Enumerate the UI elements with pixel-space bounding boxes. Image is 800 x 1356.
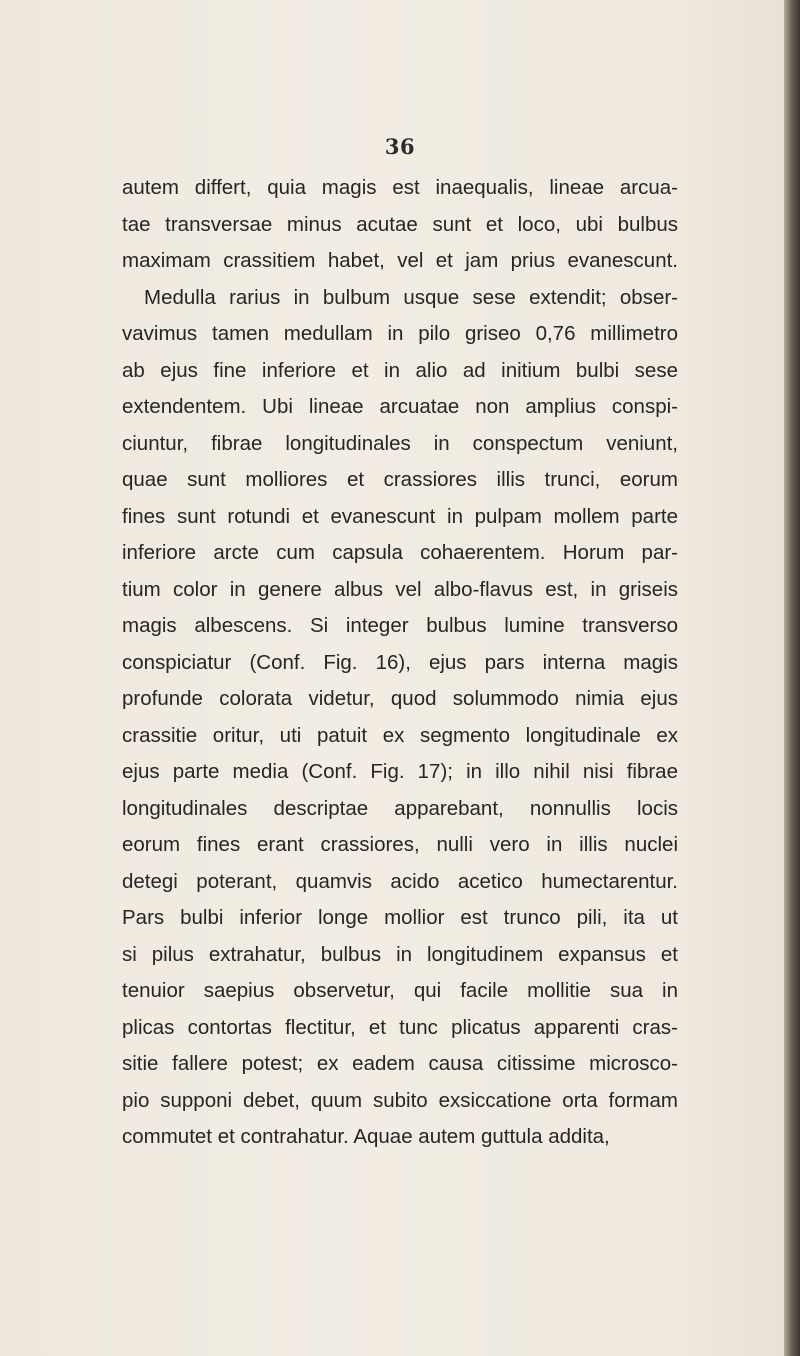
page-number: 36 bbox=[384, 134, 416, 159]
text-line: commutet et contrahatur. Aquae autem guttula addita, bbox=[122, 1125, 610, 1148]
text-line: Medulla rarius in bulbum usque sese extendit; obser- bbox=[144, 285, 678, 309]
text-line: maximam crassitiem habet, vel et jam prius evanescunt. bbox=[122, 249, 678, 272]
text-line: ab ejus fine inferiore et in alio ad initium bulbi sese bbox=[122, 358, 678, 382]
text-line: si pilus extrahatur, bulbus in longitudinem expansus et bbox=[122, 942, 678, 966]
text-line: quae sunt molliores et crassiores illis trunci, eorum bbox=[122, 468, 678, 491]
text-line: Pars bulbi inferior longe mollior est trunco pili, ita ut bbox=[122, 906, 678, 929]
text-line: crassitie oritur, uti patuit ex segmento longitudinale ex bbox=[122, 723, 678, 747]
text-line: tenuior saepius observetur, qui facile mollitie sua in bbox=[122, 979, 678, 1002]
text-line: conspiciatur (Conf. Fig. 16), ejus pars interna magis bbox=[122, 650, 678, 674]
text-line: inferiore arcte cum capsula cohaerentem. Horum par- bbox=[122, 541, 678, 564]
text-line: profunde colorata videtur, quod solummodo nimia ejus bbox=[122, 687, 678, 710]
body-text bbox=[122, 170, 678, 1156]
text-line: ejus parte media (Conf. Fig. 17); in illo nihil nisi fibrae bbox=[122, 760, 678, 783]
text-line: eorum fines erant crassiores, nulli vero in illis nuclei bbox=[122, 833, 678, 856]
text-line: magis albescens. Si integer bulbus lumine transverso bbox=[122, 614, 678, 637]
text-line: detegi poterant, quamvis acido acetico humectarentur. bbox=[122, 869, 678, 893]
text-line: plicas contortas flectitur, et tunc plicatus apparenti cras- bbox=[122, 1015, 678, 1039]
page-binding-edge bbox=[784, 0, 800, 1356]
text-line: vavimus tamen medullam in pilo griseo 0,76 millimetro bbox=[122, 322, 678, 345]
text-line: tium color in genere albus vel albo-flavus est, in griseis bbox=[122, 577, 678, 601]
text-line: longitudinales descriptae apparebant, nonnullis locis bbox=[122, 796, 678, 820]
text-line: extendentem. Ubi lineae arcuatae non amplius conspi- bbox=[122, 395, 678, 418]
text-line: tae transversae minus acutae sunt et loco, ubi bulbus bbox=[122, 212, 678, 236]
text-line: ciuntur, fibrae longitudinales in conspectum veniunt, bbox=[122, 431, 678, 455]
text-line: fines sunt rotundi et evanescunt in pulpam mollem parte bbox=[122, 504, 678, 528]
text-line: pio supponi debet, quum subito exsiccatione orta formam bbox=[122, 1088, 678, 1112]
text-line: autem differt, quia magis est inaequalis, lineae arcua- bbox=[122, 176, 678, 199]
text-line: sitie fallere potest; ex eadem causa citissime microsco- bbox=[122, 1052, 678, 1075]
